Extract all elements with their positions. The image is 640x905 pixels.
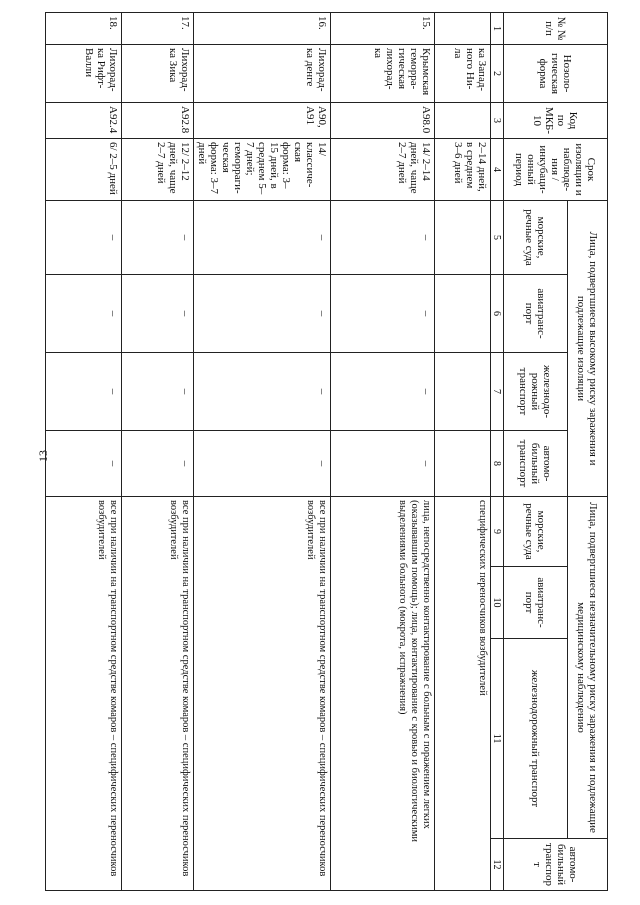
- high-risk-sea-cell: –: [46, 201, 122, 275]
- header-term: Срок изоляции и наблюде-ния / инкубаци-онный период: [504, 139, 608, 201]
- high-risk-auto-cell: –: [46, 431, 122, 497]
- column-number: 6: [491, 275, 504, 353]
- header-low-risk: Лица, подвергшиеся незначительному риску заражения и подлежащие медицинскому наблюдению: [568, 497, 608, 839]
- high-risk-sea-cell: –: [122, 201, 194, 275]
- low-risk-note-cell: все при наличии на транспортном средстве комаров – специфических переносчиков возбудителей: [122, 497, 194, 891]
- column-number: 4: [491, 139, 504, 201]
- nosology-cell: ка Запад-ного Ни-ла: [435, 45, 491, 103]
- row-number-cell: 16.: [194, 13, 331, 45]
- header-high-risk: Лица, подвергшиеся высокому риску заражения и подлежащие изоляции: [568, 201, 608, 497]
- header-air-low: авиатранс-порт: [504, 567, 568, 639]
- row-number-cell: [435, 13, 491, 45]
- table-row: [435, 13, 491, 891]
- table-row: [46, 13, 122, 891]
- header-rail-low: железнодорожный транспорт: [504, 639, 568, 839]
- column-number: 12: [491, 839, 504, 891]
- table-row: [122, 13, 194, 891]
- row-number-cell: 15.: [331, 13, 435, 45]
- row-number-cell: 18.: [46, 13, 122, 45]
- column-number: 1: [491, 13, 504, 45]
- icd-code-cell: A98.0: [331, 103, 435, 139]
- column-number-row: [491, 13, 504, 891]
- high-risk-air-cell: [435, 275, 491, 353]
- table-body: [46, 13, 491, 891]
- term-cell: 14/ классиче-ская форма: 3–15 дней, в среднем 5–7 дней; геморраги-ческая форма: 3–7 дней: [194, 139, 331, 201]
- high-risk-rail-cell: –: [122, 353, 194, 431]
- high-risk-air-cell: –: [194, 275, 331, 353]
- column-number: 5: [491, 201, 504, 275]
- header-auto-low: автомо-бильный транспорт: [504, 839, 608, 891]
- high-risk-auto-cell: [435, 431, 491, 497]
- high-risk-rail-cell: –: [46, 353, 122, 431]
- nosology-cell: Лихорад-ка денге: [194, 45, 331, 103]
- term-cell: 2–14 дней, в среднем 3–6 дней: [435, 139, 491, 201]
- header-air-high: авиатранс-порт: [504, 275, 568, 353]
- header-sea-low: морские, речные суда: [504, 497, 568, 567]
- term-cell: 12/ 2–12 дней, чаще 2–7 дней: [122, 139, 194, 201]
- nosology-cell: Лихорад-ка Зика: [122, 45, 194, 103]
- high-risk-rail-cell: [435, 353, 491, 431]
- term-cell: 14/ 2–14 дней, чаще 2–7 дней: [331, 139, 435, 201]
- nosology-cell: Лихорад-ка Рифт-Валли: [46, 45, 122, 103]
- icd-code-cell: [435, 103, 491, 139]
- rotated-table-sheet: [64, 12, 608, 890]
- column-number: 11: [491, 639, 504, 839]
- column-number: 10: [491, 567, 504, 639]
- icd-code-cell: A92.4: [46, 103, 122, 139]
- high-risk-auto-cell: –: [194, 431, 331, 497]
- nosology-cell: Крымская геморра-гическая лихорад-ка: [331, 45, 435, 103]
- header-sea-high: морские, речные суда: [504, 201, 568, 275]
- high-risk-sea-cell: –: [331, 201, 435, 275]
- high-risk-sea-cell: –: [194, 201, 331, 275]
- high-risk-auto-cell: –: [331, 431, 435, 497]
- header-rail-high: железнодо-рожный транспорт: [504, 353, 568, 431]
- icd-code-cell: A92.8: [122, 103, 194, 139]
- page-number: 13: [36, 450, 50, 462]
- row-number-cell: 17.: [122, 13, 194, 45]
- header-auto-high: автомо-бильный транспорт: [504, 431, 568, 497]
- column-number: 3: [491, 103, 504, 139]
- high-risk-air-cell: –: [122, 275, 194, 353]
- header-num: № № п/п: [504, 13, 608, 45]
- icd-code-cell: A90, A91: [194, 103, 331, 139]
- high-risk-air-cell: –: [46, 275, 122, 353]
- table-row: [194, 13, 331, 891]
- quarantine-table: [45, 12, 608, 891]
- table-header: [491, 13, 608, 891]
- term-cell: 6/ 2–5 дней: [46, 139, 122, 201]
- high-risk-sea-cell: [435, 201, 491, 275]
- high-risk-rail-cell: –: [331, 353, 435, 431]
- high-risk-air-cell: –: [331, 275, 435, 353]
- column-number: 7: [491, 353, 504, 431]
- column-number: 9: [491, 497, 504, 567]
- high-risk-rail-cell: –: [194, 353, 331, 431]
- column-number: 8: [491, 431, 504, 497]
- table-row: [331, 13, 435, 891]
- header-nosology: Нозоло-гическая форма: [504, 45, 608, 103]
- low-risk-note-cell: специфических переносчиков возбудителей: [435, 497, 491, 891]
- high-risk-auto-cell: –: [122, 431, 194, 497]
- low-risk-note-cell: лица, непосредственно контактирование с больным с поражением легких (оказывавшим помощь); лица, контактирование с кровью и биологическими выделениями больного (мокрота, испражнения): [331, 497, 435, 891]
- column-number: 2: [491, 45, 504, 103]
- low-risk-note-cell: все при наличии на транспортном средстве комаров – специфических переносчиков возбудителей: [46, 497, 122, 891]
- header-icd: Код по МКБ-10: [504, 103, 608, 139]
- low-risk-note-cell: все при наличии на транспортном средстве комаров – специфических переносчиков возбудителей: [194, 497, 331, 891]
